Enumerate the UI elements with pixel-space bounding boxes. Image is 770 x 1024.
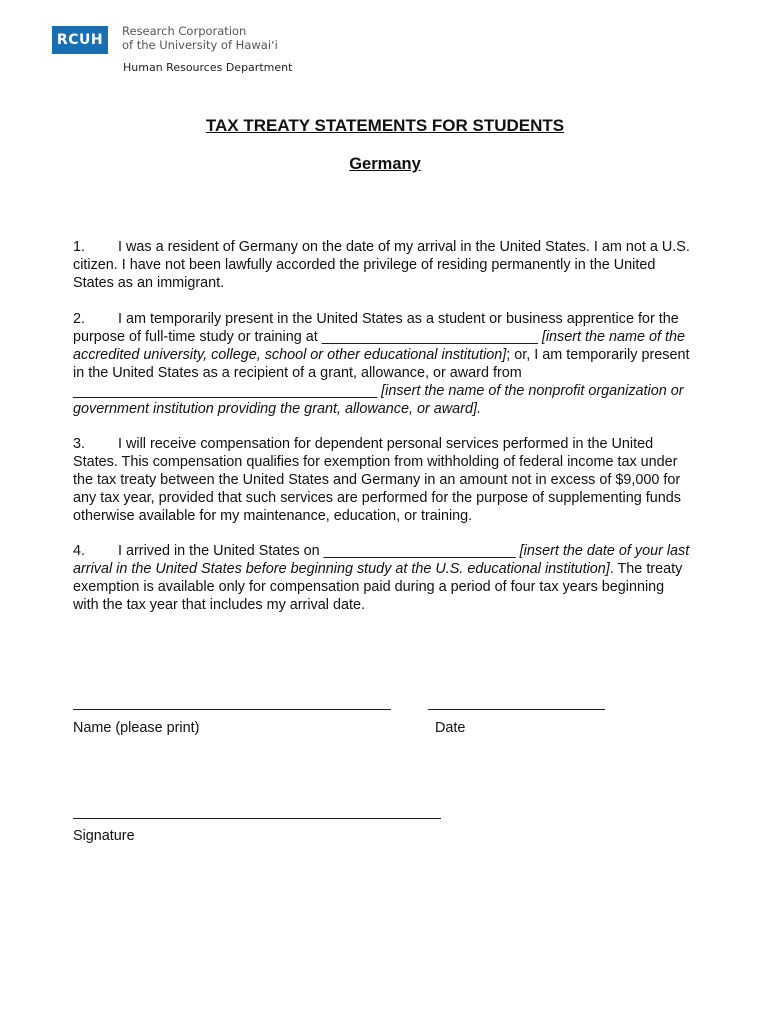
paragraph-number: 2. xyxy=(73,311,86,327)
paragraph-instruction: [insert the date of your last arrival in the United States before beginning study at the U.S. educational institution] xyxy=(73,543,690,577)
name-line[interactable] xyxy=(73,709,391,711)
name-label: Name (please print) xyxy=(73,720,200,736)
date-label: Date xyxy=(435,720,466,736)
org-name-line1: Research Corporation xyxy=(122,24,247,38)
paragraph-number: 3. xyxy=(73,436,86,452)
paragraph-text: I arrived in the United States on ________________________ xyxy=(118,543,520,559)
paragraph-instruction: [insert the name of the nonprofit organization or government institution providing the grant, allowance, or award]. xyxy=(73,383,684,417)
document-title: TAX TREATY STATEMENTS FOR STUDENTS xyxy=(205,116,565,135)
paragraph-number: 1. xyxy=(73,239,86,255)
signature-line[interactable] xyxy=(73,818,441,820)
statement-paragraph-4 xyxy=(73,542,693,614)
statement-paragraph-1 xyxy=(73,238,693,292)
paragraph-instruction: [insert the name of the accredited university, college, school or other educational institution] xyxy=(73,329,686,363)
paragraph-text: ; or, I am temporarily present in the United States as a recipient of a grant, allowance, or award from ______________________________________ xyxy=(73,347,690,399)
paragraph-text: I will receive compensation for dependent personal services performed in the United States. This compensation qualifies for exemption from withholding of federal income tax under the tax treaty between the United States and Germany in an amount not in excess of $9,000 for any tax year, provided that such services are performed for the purpose of supplementing funds otherwise available for my maintenance, education, or training. xyxy=(73,436,681,524)
paragraph-number: 4. xyxy=(73,543,86,559)
signature-label: Signature xyxy=(73,828,135,844)
department-name: Human Resources Department xyxy=(123,61,293,74)
date-line[interactable] xyxy=(428,709,605,711)
org-name-line2: of the University of Hawaiʻi xyxy=(122,38,278,52)
country-heading: Germany xyxy=(349,155,421,173)
rcuh-logo: RCUH xyxy=(52,26,108,54)
paragraph-text: I was a resident of Germany on the date of my arrival in the United States. I am not a U.S. citizen. I have not been lawfully accorded the privilege of residing permanently in the United States as an immigrant. xyxy=(73,239,690,291)
statement-paragraph-3 xyxy=(73,435,693,525)
paragraph-text: I am temporarily present in the United States as a student or business apprentice for the purpose of full-time study or training at ___________________________ xyxy=(73,311,679,345)
statement-paragraph-2 xyxy=(73,310,693,418)
paragraph-text: . The treaty exemption is available only for compensation paid during a period of four tax years beginning with the tax year that includes my arrival date. xyxy=(73,561,683,613)
